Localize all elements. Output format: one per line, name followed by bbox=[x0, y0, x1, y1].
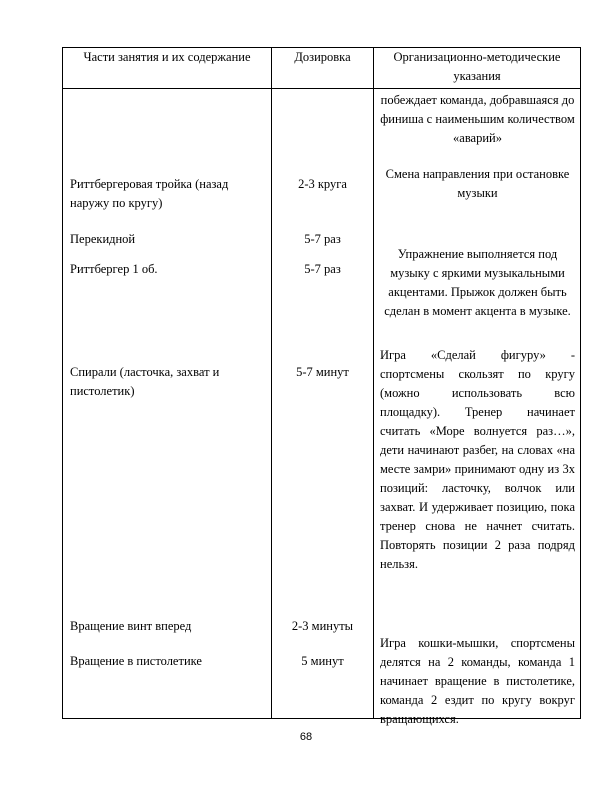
dosage-rittberger-troika: 2-3 круга bbox=[298, 177, 347, 191]
exercise-rittberger-troika: Риттбергеровая тройка (назад наружу по кругу) bbox=[70, 177, 229, 210]
methodical-column bbox=[374, 89, 581, 726]
exercise-perekidnoy: Перекидной bbox=[70, 232, 136, 246]
exercise-pistoletik: Вращение в пистолетике bbox=[70, 654, 202, 668]
note-igra-koshki: Игра кошки-мышки, спортсмены делятся на 2 команды, команда 1 начинает вращение в пистолетике, команда 2 ездит по кругу вокруг вращающихся. bbox=[380, 636, 575, 726]
note-pobezhdaet: побеждает команда, добравшаяся до финиша с наименьшим количеством «аварий» bbox=[380, 93, 575, 145]
lesson-plan-table bbox=[62, 47, 581, 726]
exercise-spirali: Спирали (ласточка, захват и пистолетик) bbox=[70, 365, 220, 398]
dosage-column bbox=[272, 89, 374, 719]
header-parts: Части занятия и их содержание bbox=[63, 48, 272, 89]
exercise-rittberger-1: Риттбергер 1 об. bbox=[70, 262, 158, 276]
header-dosage: Дозировка bbox=[272, 48, 374, 89]
exercise-vint-vpered: Вращение винт вперед bbox=[70, 619, 192, 633]
dosage-spirali: 5-7 минут bbox=[296, 365, 349, 379]
dosage-pistoletik: 5 минут bbox=[301, 654, 344, 668]
dosage-vint-vpered: 2-3 минуты bbox=[291, 619, 354, 633]
parts-column bbox=[63, 89, 272, 719]
dosage-perekidnoy: 5-7 раз bbox=[304, 232, 341, 246]
header-methodical: Организационно-методические указания bbox=[374, 48, 581, 89]
page-number: 68 bbox=[299, 731, 313, 743]
note-uprazhnenie: Упражнение выполняется под музыку с яркими музыкальными акцентами. Прыжок должен быть сделан в момент акцента в музыке. bbox=[384, 247, 571, 318]
table-header-row bbox=[63, 48, 581, 89]
table-body-row bbox=[63, 89, 581, 719]
dosage-rittberger-1: 5-7 раз bbox=[304, 262, 341, 276]
note-igra-figuru: Игра «Сделай фигуру» - спортсмены скользят по кругу (можно использовать всю площадку). Тренер начинает считать «Море волнуется раз…», дети начинают разбег, на словах «на месте замри» принимают одну из 3х позиций: ласточку, волчок или захват. И удерживает позицию, пока тренер снова не начнет считать. Повторять позиции 2 раза подряд нельзя. bbox=[380, 348, 575, 571]
note-smena: Смена направления при остановке музыки bbox=[385, 167, 570, 200]
